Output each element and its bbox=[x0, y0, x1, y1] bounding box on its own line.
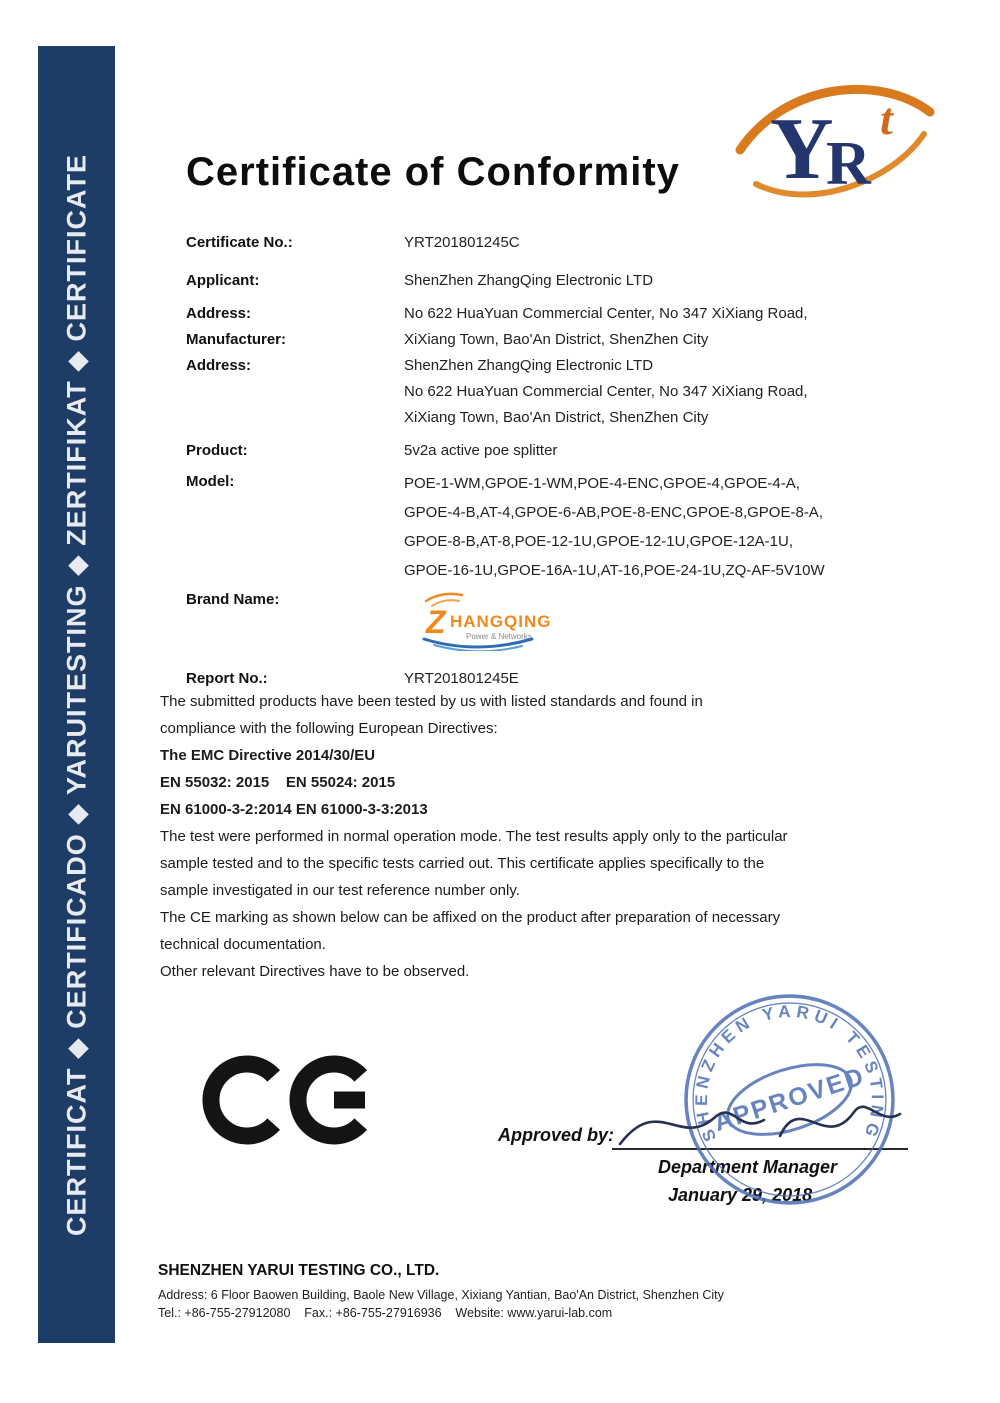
ce-mark-letter-c bbox=[211, 1064, 274, 1136]
body-line: The submitted products have been tested by us with listed standards and found in bbox=[160, 693, 703, 710]
approval-date: January 29, 2018 bbox=[668, 1185, 813, 1205]
certificate-title: Certificate of Conformity bbox=[186, 150, 680, 194]
address-2-line: ShenZhen ZhangQing Electronic LTD bbox=[404, 357, 654, 374]
yrt-logo-letter-y: Y bbox=[770, 101, 834, 198]
field-value-address-1: No 622 HuaYuan Commercial Center, No 347 XiXiang Road, bbox=[404, 305, 808, 322]
body-line: sample investigated in our test reference number only. bbox=[160, 882, 520, 899]
model-line: GPOE-16-1U,GPOE-16A-1U,AT-16,POE-24-1U,ZQ-AF-5V10W bbox=[404, 562, 825, 579]
field-row-product bbox=[186, 438, 886, 464]
body-line: sample tested and to the specific tests carried out. This certificate applies specifically to the bbox=[160, 855, 765, 872]
directive-line: EN 61000-3-2:2014 EN 61000-3-3:2013 bbox=[160, 801, 428, 818]
field-value-brand-name bbox=[404, 587, 886, 660]
field-label-product: Product: bbox=[186, 442, 248, 459]
footer-address: Address: 6 Floor Baowen Building, Baole New Village, Xixiang Yantian, Bao'An District, Shenzhen City bbox=[158, 1288, 724, 1302]
field-row-brand-name bbox=[186, 587, 886, 660]
body-line: Other relevant Directives have to be observed. bbox=[160, 963, 470, 980]
field-label-manufacturer: Manufacturer: bbox=[186, 331, 287, 348]
field-value-manufacturer: XiXiang Town, Bao'An District, ShenZhen City bbox=[404, 331, 709, 348]
brand-logo-letter-z: Z bbox=[426, 604, 446, 640]
model-line: POE-1-WM,GPOE-1-WM,POE-4-ENC,GPOE-4,GPOE-4-A, bbox=[404, 475, 800, 492]
footer-contact: Tel.: +86-755-27912080 Fax.: +86-755-27916936 Website: www.yarui-lab.com bbox=[158, 1306, 613, 1320]
field-row-address-2 bbox=[186, 353, 886, 431]
field-value-report-no: YRT201801245E bbox=[404, 670, 519, 687]
ce-mark bbox=[198, 1048, 388, 1152]
sidebar-band bbox=[38, 46, 115, 1343]
address-2-line: No 622 HuaYuan Commercial Center, No 347 XiXiang Road, bbox=[404, 383, 808, 400]
address-2-line: XiXiang Town, Bao'An District, ShenZhen City bbox=[404, 409, 709, 426]
body-line: The test were performed in normal operation mode. The test results apply only to the particular bbox=[160, 828, 788, 845]
field-value-applicant: ShenZhen ZhangQing Electronic LTD bbox=[404, 272, 654, 289]
model-line: GPOE-4-B,AT-4,GPOE-6-AB,POE-8-ENC,GPOE-8,GPOE-8-A, bbox=[404, 504, 823, 521]
field-row-applicant bbox=[186, 268, 886, 294]
yrt-logo-letter-t: t bbox=[880, 93, 893, 144]
field-row-manufacturer bbox=[186, 327, 886, 353]
signature-stroke-2 bbox=[780, 1107, 900, 1136]
field-label-certificate-no: Certificate No.: bbox=[186, 234, 293, 251]
stamp-approved-text: APPROVED bbox=[710, 1061, 869, 1138]
approver-title: Department Manager bbox=[658, 1157, 838, 1177]
footer bbox=[158, 1262, 724, 1322]
field-row-model bbox=[186, 469, 886, 585]
field-label-report-no: Report No.: bbox=[186, 670, 268, 687]
yrt-logo-letter-r: R bbox=[826, 130, 871, 198]
field-label-applicant: Applicant: bbox=[186, 272, 260, 289]
brand-logo-tagline: Power & Networks bbox=[466, 632, 532, 641]
body-text bbox=[160, 688, 890, 985]
directive-line: EN 55032: 2015 EN 55024: 2015 bbox=[160, 774, 396, 791]
field-value-certificate-no: YRT201801245C bbox=[404, 234, 520, 251]
handwritten-signature bbox=[598, 1072, 928, 1167]
field-value-address-2 bbox=[404, 353, 886, 431]
brand-logo-wordmark: HANGQING bbox=[450, 612, 552, 631]
field-label-address-1: Address: bbox=[186, 305, 252, 322]
field-value-product: 5v2a active poe splitter bbox=[404, 442, 558, 459]
field-label-address-2: Address: bbox=[186, 357, 252, 374]
zhangqing-brand-logo bbox=[404, 589, 579, 651]
body-line: technical documentation. bbox=[160, 936, 326, 953]
stamp-ring-text: SHENZHEN YARUI TESTING bbox=[692, 1001, 887, 1145]
model-line: GPOE-8-B,AT-8,POE-12-1U,GPOE-12-1U,GPOE-12A-1U, bbox=[404, 533, 794, 550]
sidebar-vertical-text: CERTIFICAT ◆ CERTIFICADO ◆ YARUITESTING ◆ ZERTIFIKAT ◆ CERTIFICATE bbox=[61, 153, 91, 1236]
approved-by-label: Approved by: bbox=[498, 1125, 615, 1145]
yrt-logo bbox=[728, 72, 943, 207]
field-row-certificate-no bbox=[186, 230, 886, 256]
body-line: compliance with the following European Directives: bbox=[160, 720, 498, 737]
field-row-address-1 bbox=[186, 301, 886, 327]
field-label-brand-name: Brand Name: bbox=[186, 591, 280, 608]
signature-stroke-1 bbox=[620, 1113, 764, 1144]
certificate-fields bbox=[186, 230, 886, 692]
field-label-model: Model: bbox=[186, 473, 235, 490]
directive-line: The EMC Directive 2014/30/EU bbox=[160, 747, 376, 764]
footer-company-name: SHENZHEN YARUI TESTING CO., LTD. bbox=[158, 1262, 440, 1279]
field-value-model bbox=[404, 469, 886, 585]
body-line: The CE marking as shown below can be affixed on the product after preparation of necessary bbox=[160, 909, 781, 926]
